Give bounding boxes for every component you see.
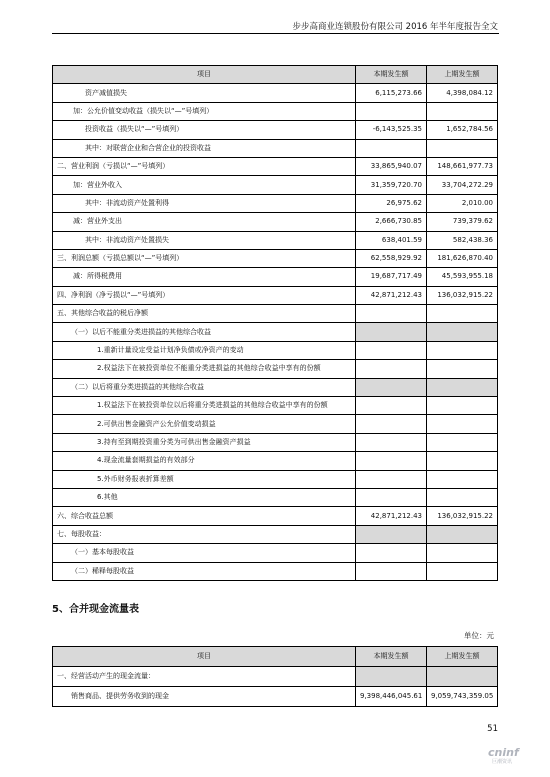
- table-row: [53, 286, 498, 304]
- table-header-row: [53, 647, 498, 667]
- previous-period-value: 181,626,870.40: [427, 249, 498, 267]
- row-label: 其中：非流动资产处置利得: [53, 194, 356, 212]
- row-label: 一、经营活动产生的现金流量：: [53, 667, 356, 687]
- table-row: [53, 102, 498, 120]
- column-header-previous: 上期发生额: [427, 66, 498, 84]
- unit-label: 单位：元: [464, 631, 494, 640]
- row-label: 四、净利润（净亏损以“—”号填列）: [53, 286, 356, 304]
- row-label: 加：营业外收入: [53, 176, 356, 194]
- current-period-value: [356, 525, 427, 543]
- table-row: [53, 360, 498, 378]
- previous-period-value: [427, 470, 498, 488]
- table-row: [53, 268, 498, 286]
- table-row: [53, 470, 498, 488]
- logo-text: cninf: [488, 746, 519, 759]
- table-row: [53, 121, 498, 139]
- table-row: [53, 415, 498, 433]
- row-label: 六、综合收益总额: [53, 507, 356, 525]
- current-period-value: 42,871,212.43: [356, 286, 427, 304]
- current-period-value: 62,558,929.92: [356, 249, 427, 267]
- previous-period-value: [427, 323, 498, 341]
- current-period-value: 33,865,940.07: [356, 157, 427, 175]
- previous-period-value: [427, 397, 498, 415]
- current-period-value: [356, 139, 427, 157]
- current-period-value: -6,143,525.35: [356, 121, 427, 139]
- row-label: 1.权益法下在被投资单位以后将重分类进损益的其他综合收益中享有的份额: [53, 397, 356, 415]
- previous-period-value: [427, 415, 498, 433]
- current-period-value: 42,871,212.43: [356, 507, 427, 525]
- previous-period-value: [427, 102, 498, 120]
- cash-flow-body: [53, 647, 498, 707]
- current-period-value: 31,359,720.70: [356, 176, 427, 194]
- current-period-value: [356, 452, 427, 470]
- current-period-value: [356, 488, 427, 506]
- row-label: 五、其他综合收益的税后净额: [53, 305, 356, 323]
- previous-period-value: 739,379.62: [427, 213, 498, 231]
- table-row: [53, 667, 498, 687]
- row-label: 投资收益（损失以“—”号填列）: [53, 121, 356, 139]
- table-row: [53, 562, 498, 580]
- table-header-row: [53, 66, 498, 84]
- previous-period-value: [427, 341, 498, 359]
- current-period-value: [356, 102, 427, 120]
- table-row: [53, 213, 498, 231]
- table-row: [53, 452, 498, 470]
- previous-period-value: [427, 360, 498, 378]
- previous-period-value: 1,652,784.56: [427, 121, 498, 139]
- current-period-value: [356, 378, 427, 396]
- row-label: 资产减值损失: [53, 84, 356, 102]
- current-period-value: 19,687,717.49: [356, 268, 427, 286]
- table-row: [53, 249, 498, 267]
- current-period-value: [356, 470, 427, 488]
- income-statement-table: [52, 65, 498, 581]
- previous-period-value: [427, 139, 498, 157]
- previous-period-value: 582,438.36: [427, 231, 498, 249]
- table-row: [53, 525, 498, 543]
- row-label: 3.持有至到期投资重分类为可供出售金融资产损益: [53, 433, 356, 451]
- current-period-value: [356, 415, 427, 433]
- income-statement-body: [53, 66, 498, 581]
- current-period-value: [356, 562, 427, 580]
- previous-period-value: [427, 525, 498, 543]
- table-row: [53, 139, 498, 157]
- table-row: [53, 305, 498, 323]
- row-label: 减：营业外支出: [53, 213, 356, 231]
- row-label: 加：公允价值变动收益（损失以“—”号填列）: [53, 102, 356, 120]
- current-period-value: 638,401.59: [356, 231, 427, 249]
- row-label: 2.可供出售金融资产公允价值变动损益: [53, 415, 356, 433]
- current-period-value: [356, 544, 427, 562]
- row-label: 1.重新计量设定受益计划净负债或净资产的变动: [53, 341, 356, 359]
- column-header-item: 项目: [53, 647, 356, 667]
- current-period-value: [356, 360, 427, 378]
- table-row: [53, 544, 498, 562]
- previous-period-value: [427, 544, 498, 562]
- column-header-current: 本期发生额: [356, 647, 427, 667]
- header-divider: [52, 33, 499, 34]
- table-row: [53, 176, 498, 194]
- row-label: 其中：对联营企业和合营企业的投资收益: [53, 139, 356, 157]
- previous-period-value: [427, 378, 498, 396]
- previous-period-value: [427, 488, 498, 506]
- row-label: （二）稀释每股收益: [53, 562, 356, 580]
- previous-period-value: [427, 305, 498, 323]
- previous-period-value: 136,032,915.22: [427, 286, 498, 304]
- current-period-value: [356, 323, 427, 341]
- previous-period-value: 148,661,977.73: [427, 157, 498, 175]
- table-row: [53, 323, 498, 341]
- previous-period-value: [427, 433, 498, 451]
- table-row: [53, 397, 498, 415]
- current-period-value: 9,398,446,045.61: [356, 687, 427, 707]
- row-label: 二、营业利润（亏损以“—”号填列）: [53, 157, 356, 175]
- previous-period-value: [427, 452, 498, 470]
- row-label: 其中：非流动资产处置损失: [53, 231, 356, 249]
- previous-period-value: 2,010.00: [427, 194, 498, 212]
- row-label: 4.现金流量套期损益的有效部分: [53, 452, 356, 470]
- section-title: 5、合并现金流量表: [52, 604, 139, 615]
- current-period-value: [356, 341, 427, 359]
- logo-subtext: 巨潮资讯: [492, 759, 513, 765]
- row-label: （一）以后不能重分类进损益的其他综合收益: [53, 323, 356, 341]
- current-period-value: 6,115,273.66: [356, 84, 427, 102]
- row-label: （二）以后将重分类进损益的其他综合收益: [53, 378, 356, 396]
- previous-period-value: 136,032,915.22: [427, 507, 498, 525]
- page-header-title: 步步高商业连锁股份有限公司 2016 年半年度报告全文: [292, 22, 498, 32]
- cninfo-logo-icon: [488, 746, 540, 770]
- previous-period-value: 9,059,743,359.05: [427, 687, 498, 707]
- previous-period-value: [427, 562, 498, 580]
- current-period-value: 26,975.62: [356, 194, 427, 212]
- row-label: 2.权益法下在被投资单位不能重分类进损益的其他综合收益中享有的份额: [53, 360, 356, 378]
- cash-flow-table: [52, 646, 498, 707]
- row-label: 销售商品、提供劳务收到的现金: [53, 687, 356, 707]
- row-label: 三、利润总额（亏损总额以“—”号填列）: [53, 249, 356, 267]
- table-row: [53, 231, 498, 249]
- current-period-value: [356, 667, 427, 687]
- current-period-value: [356, 433, 427, 451]
- column-header-previous: 上期发生额: [427, 647, 498, 667]
- table-row: [53, 507, 498, 525]
- table-row: [53, 687, 498, 707]
- previous-period-value: 4,398,084.12: [427, 84, 498, 102]
- current-period-value: [356, 305, 427, 323]
- row-label: 七、每股收益：: [53, 525, 356, 543]
- table-row: [53, 378, 498, 396]
- row-label: 减：所得税费用: [53, 268, 356, 286]
- previous-period-value: 45,593,955.18: [427, 268, 498, 286]
- row-label: 6.其他: [53, 488, 356, 506]
- table-row: [53, 341, 498, 359]
- previous-period-value: [427, 667, 498, 687]
- table-row: [53, 84, 498, 102]
- table-row: [53, 194, 498, 212]
- column-header-current: 本期发生额: [356, 66, 427, 84]
- page-number: 51: [487, 724, 498, 734]
- table-row: [53, 488, 498, 506]
- row-label: （一）基本每股收益: [53, 544, 356, 562]
- column-header-item: 项目: [53, 66, 356, 84]
- table-row: [53, 433, 498, 451]
- current-period-value: [356, 397, 427, 415]
- current-period-value: 2,666,730.85: [356, 213, 427, 231]
- table-row: [53, 157, 498, 175]
- row-label: 5.外币财务报表折算差额: [53, 470, 356, 488]
- previous-period-value: 33,704,272.29: [427, 176, 498, 194]
